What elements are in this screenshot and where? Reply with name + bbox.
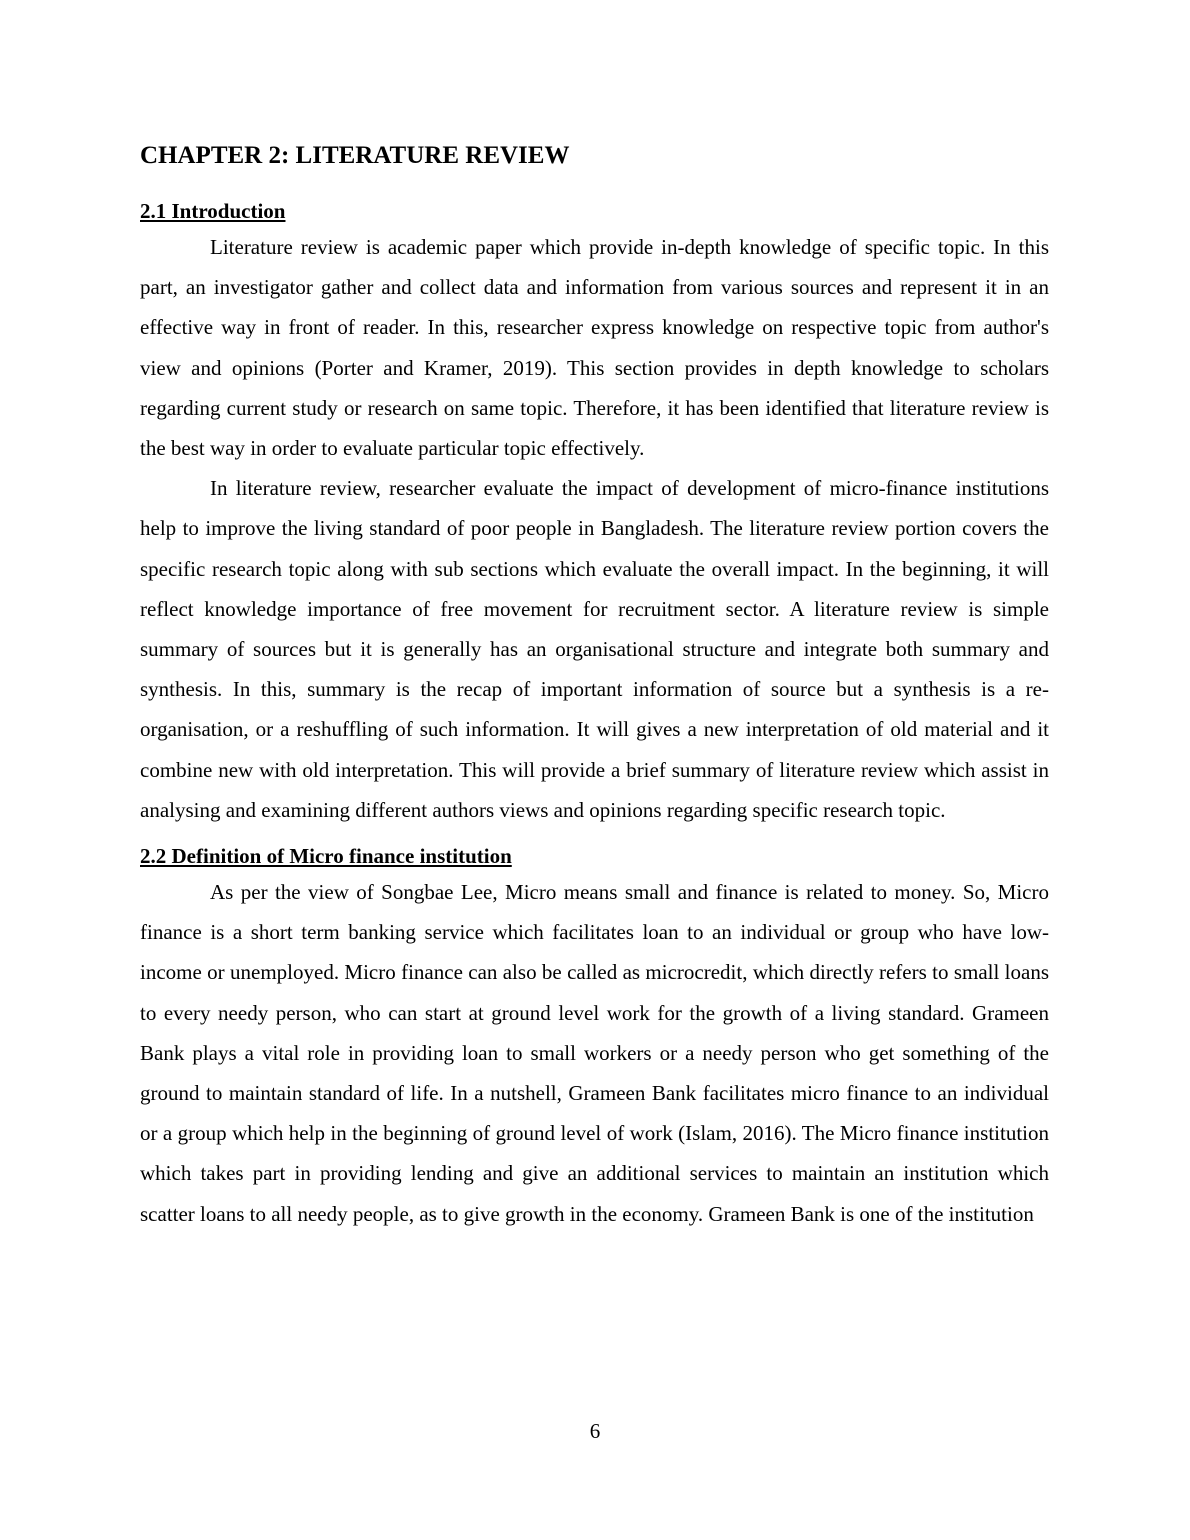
page-number: 6 — [589, 1419, 601, 1443]
introduction-paragraph-2: In literature review, researcher evaluate the impact of development of micro-finance institutions help to improve the living standard of poor people in Bangladesh. The literature review portion covers the specific research topic along with sub sections which evaluate the overall impact. In the beginning, it will reflect knowledge importance of free movement for recruitment sector. A literature review is simple summary of sources but it is generally has an organisational structure and integrate both summary and synthesis. In this, summary is the recap of important information of source but a synthesis is a re-organisation, or a reshuffling of such information. It will gives a new interpretation of old material and it combine new with old interpretation. This will provide a brief summary of literature review which assist in analysing and examining different authors views and opinions regarding specific research topic. — [140, 476, 1049, 822]
introduction-paragraph-1: Literature review is academic paper which provide in-depth knowledge of specific topic. In this part, an investigator gather and collect data and information from various sources and represent it in an effective way in front of reader. In this, researcher express knowledge on respective topic from author's view and opinions (Porter and Kramer, 2019). This section provides in depth knowledge to scholars regarding current study or research on same topic. Therefore, it has been identified that literature review is the best way in order to evaluate particular topic effectively. — [140, 235, 1049, 461]
chapter-title: CHAPTER 2: LITERATURE REVIEW — [140, 142, 570, 169]
page-content — [140, 138, 1049, 1234]
section-heading-introduction: 2.1 Introduction — [140, 199, 286, 223]
definition-paragraph-1: As per the view of Songbae Lee, Micro means small and finance is related to money. So, Micro finance is a short term banking service which facilitates loan to an individual or group who have low-income or unemployed. Micro finance can also be called as microcredit, which directly refers to small loans to every needy person, who can start at ground level work for the growth of a living standard. Grameen Bank plays a vital role in providing loan to small workers or a needy person who get something of the ground to maintain standard of life. In a nutshell, Grameen Bank facilitates micro finance to an individual or a group which help in the beginning of ground level of work (Islam, 2016). The Micro finance institution which takes part in providing lending and give an additional services to maintain an institution which scatter loans to all needy people, as to give growth in the economy. Grameen Bank is one of the institution — [140, 880, 1049, 1226]
section-heading-definition: 2.2 Definition of Micro finance institution — [140, 844, 512, 869]
